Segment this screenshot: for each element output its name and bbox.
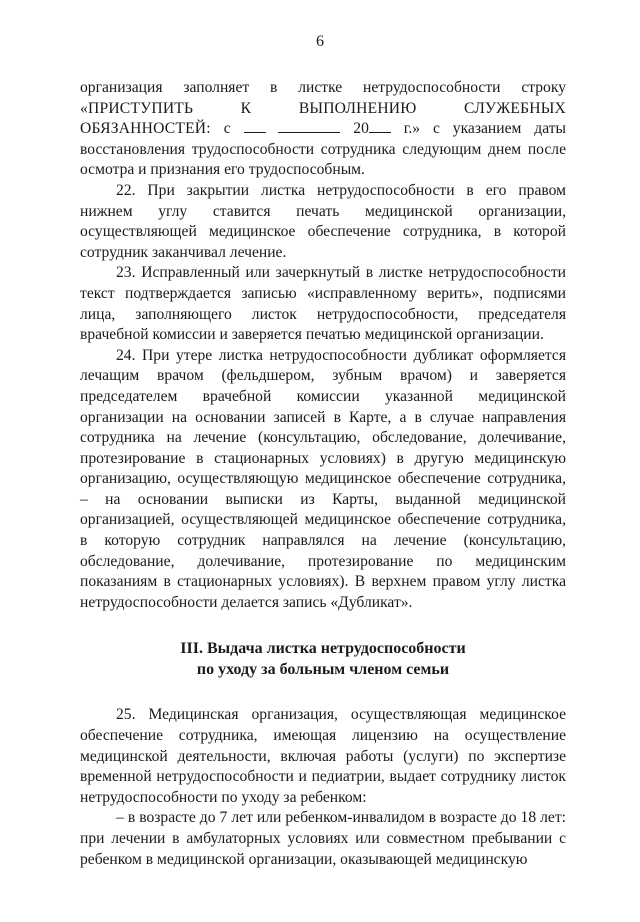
document-body (80, 78, 566, 870)
paragraph-25: 25. Медицинская организация, осуществляющая медицинское обеспечение сотрудника, имеющая лицензию на осуществление медицинской деятельности, включая работы (услуги) по экспертизе временной нетрудоспособности и педиатрии, выдает сотруднику листок нетрудоспособности по уходу за ребенком: (80, 706, 566, 806)
paragraph-24: 24. При утере листка нетрудоспособности дубликат оформляется лечащим врачом (фельдшером, зубным врачом) и заверяется председателем врачебной комиссии указанной медицинской организации на основании записей в Карте, а в случае направления сотрудника на лечение (консультацию, обследование, долечивание, протезирование в стационарных условиях) в другую медицинскую организацию, осуществляющую медицинское обеспечение сотрудника, – на основании выписки из Карты, выданной медицинской организацией, осуществляющей медицинское обеспечение сотрудника, в которую сотрудник направлялся на лечение (консультацию, обследование, долечивание, протезирование по медицинским показаниям в стационарных условиях). В верхнем правом углу листка нетрудоспособности делается запись «Дубликат». (80, 346, 566, 611)
paragraph-continuation (80, 78, 566, 181)
section-heading (80, 638, 566, 680)
paragraph-23: 23. Исправленный или зачеркнутый в листке нетрудоспособности текст подтверждается записью «исправленному верить», подписями лица, заполняющего листок нетрудоспособности, председателя врачебной комиссии и заверяется печатью медицинской организации. (80, 264, 566, 344)
month-blank (278, 120, 340, 133)
page-number: 6 (316, 33, 324, 50)
continuation-line-1: организация заполняет в листке нетрудоспособности строку (80, 79, 566, 96)
continuation-caps-line: «ПРИСТУПИТЬ К ВЫПОЛНЕНИЮ СЛУЖЕБНЫХ ОБЯЗАННОСТЕЙ: (80, 99, 566, 138)
year-prefix: 20 (353, 120, 369, 138)
paragraph-22: 22. При закрытии листка нетрудоспособности в его правом нижнем углу ставится печать медицинской организации, осуществляющей медицинское обеспечение сотрудника, в которой сотрудник заканчивал лечение. (80, 181, 566, 261)
section-heading-line-2: по уходу за больным членом семьи (196, 661, 450, 679)
day-blank (244, 120, 266, 133)
continuation-rest: г.» с указанием даты восстановления трудоспособности сотрудника следующим днем после осмотра и признания его трудоспособным. (80, 120, 567, 179)
paragraph-25-item: – в возрасте до 7 лет или ребенком-инвалидом в возрасте до 18 лет: при лечении в амбулаторных условиях или совместном пребывании с ребенком в медицинской организации, оказывающей медицинскую (80, 809, 566, 868)
section-heading-line-1: III. Выдача листка нетрудоспособности (180, 640, 466, 658)
date-prefix: с (223, 120, 231, 138)
year-blank (369, 120, 391, 133)
